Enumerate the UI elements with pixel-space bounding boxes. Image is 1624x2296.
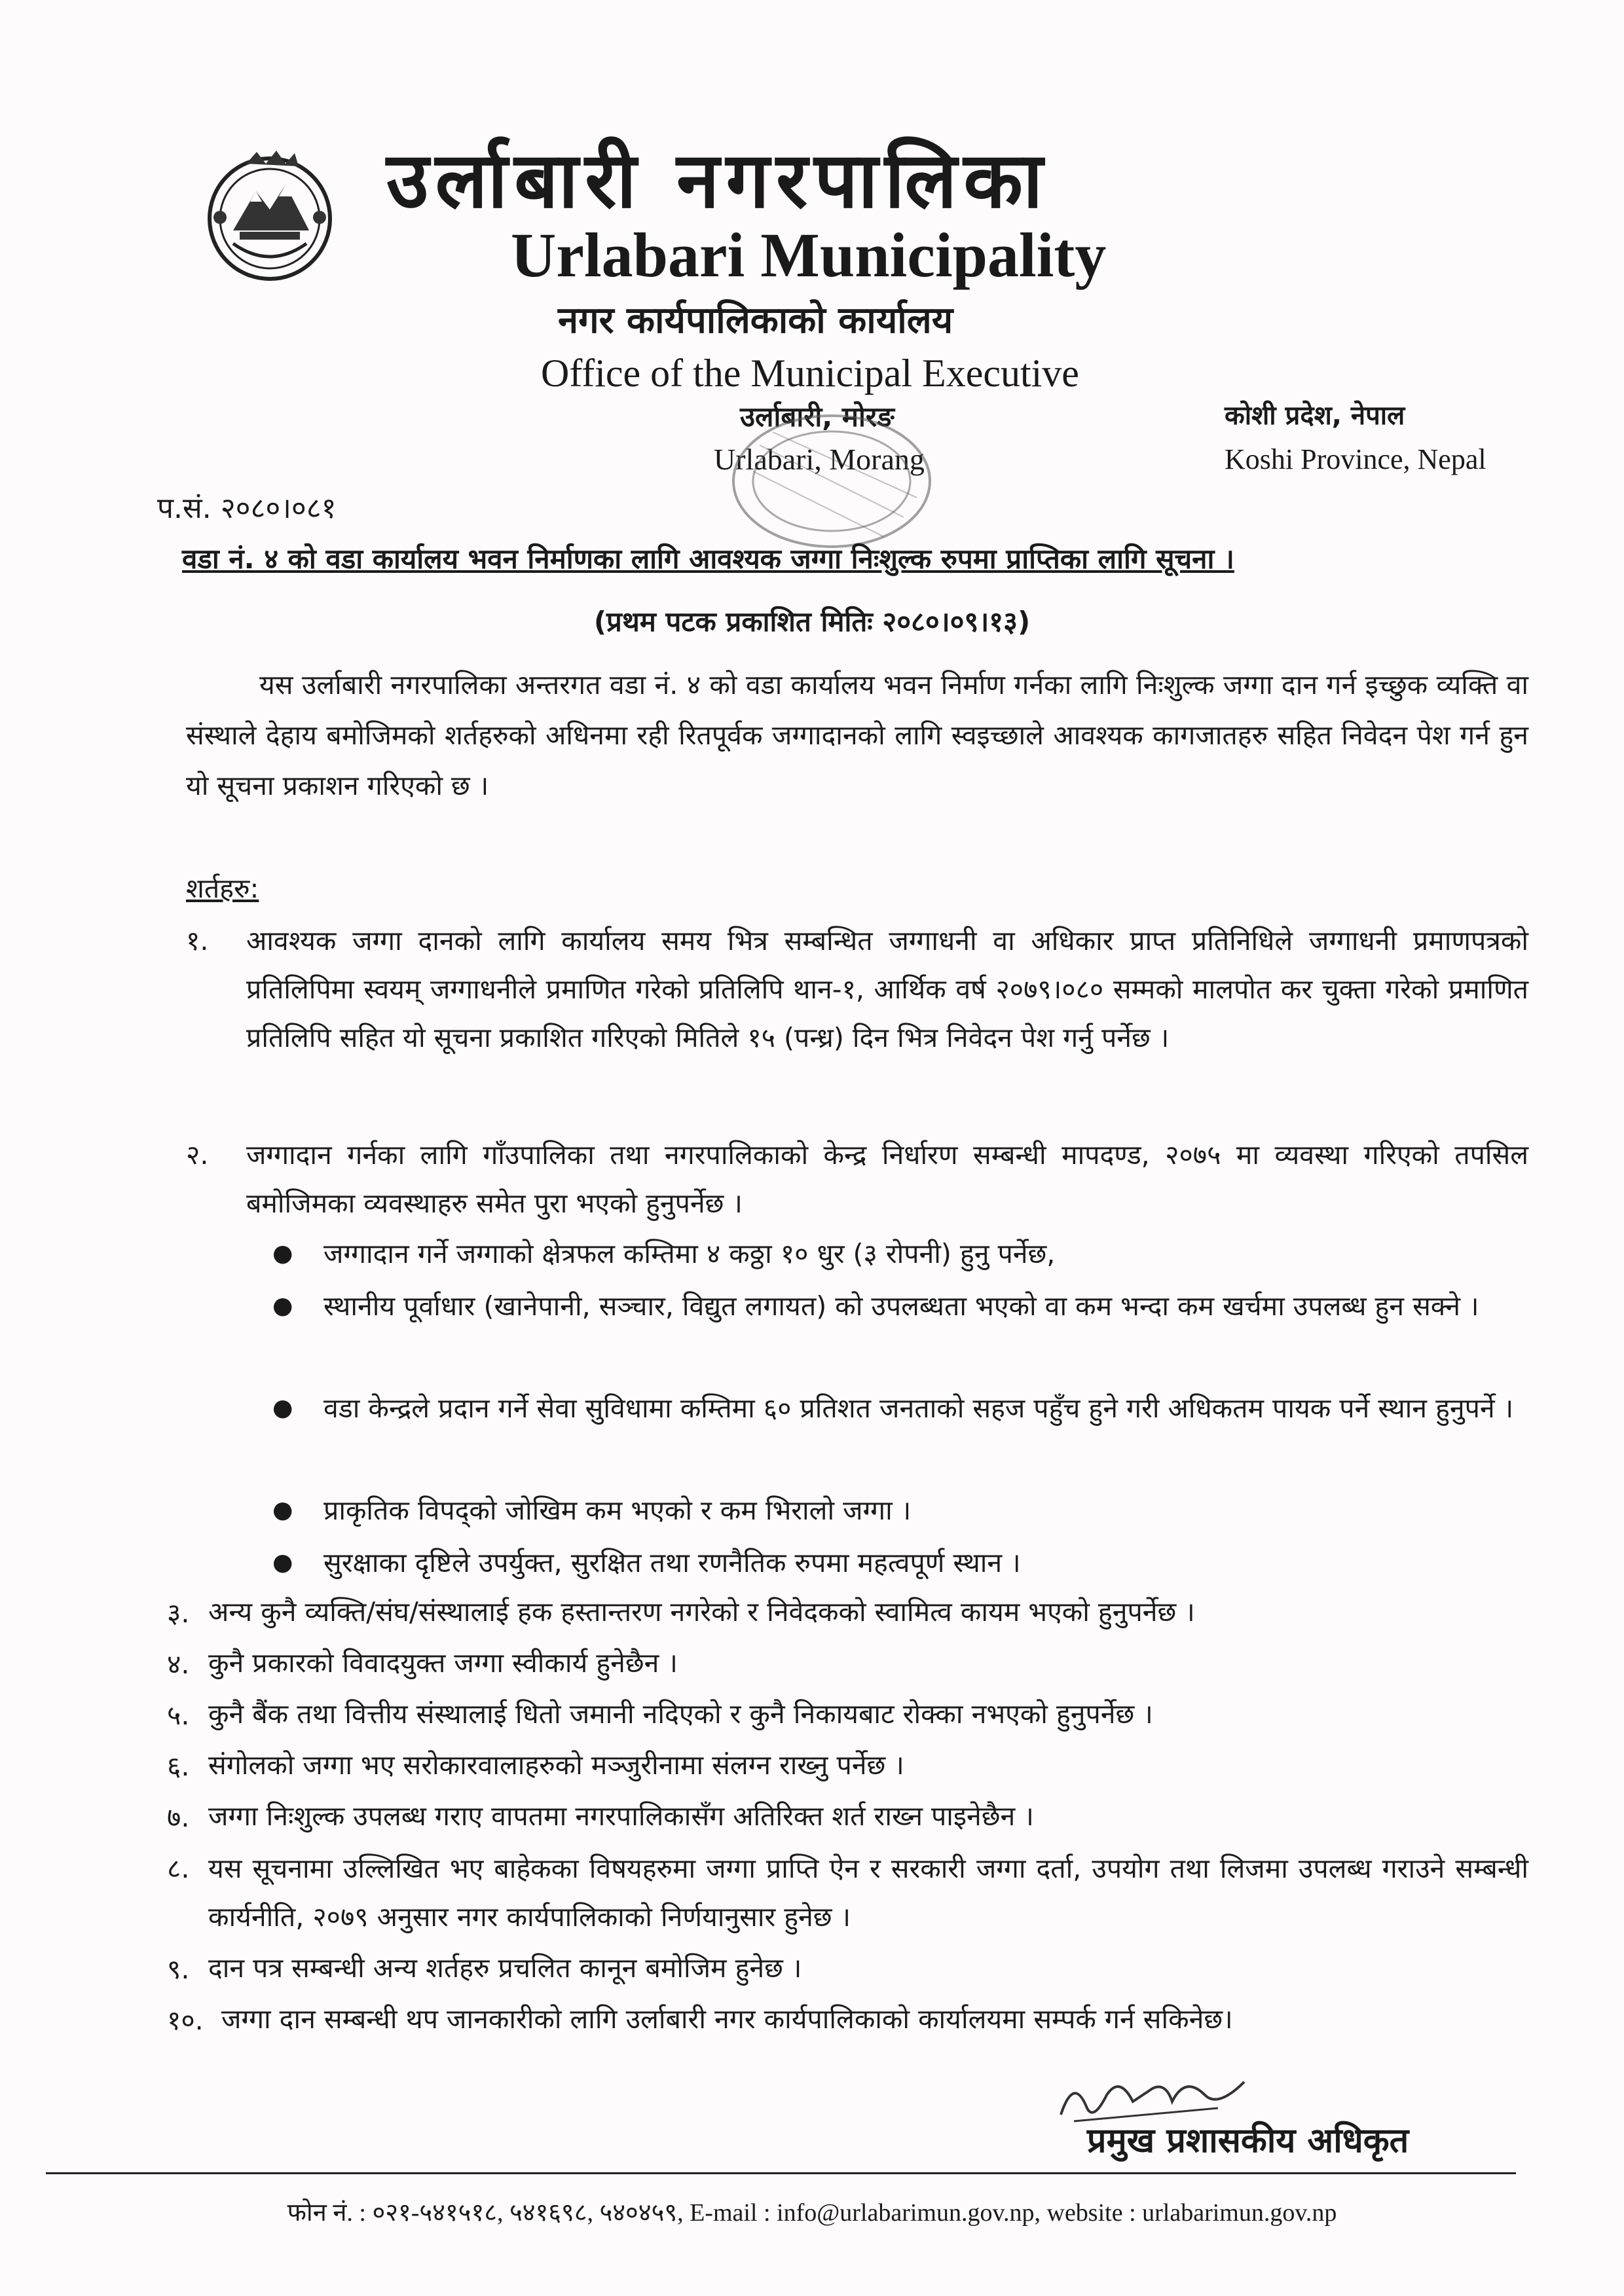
province-nepali: कोशी प्रदेश, नेपाल (1225, 401, 1405, 431)
condition-item: दान पत्र सम्बन्धी अन्य शर्तहरु प्रचलित कानून बमोजिम हुनेछ । (208, 1952, 802, 1984)
bullet-marker: ● (272, 1394, 293, 1421)
condition-number: ९. (167, 1954, 190, 1985)
condition-number: ४. (167, 1649, 190, 1680)
bullet-marker: ● (272, 1497, 293, 1523)
condition-number: ८. (167, 1853, 190, 1884)
reference-number: प.सं. २०८०।०८१ (157, 492, 337, 525)
address-english: Urlabari, Morang (714, 443, 925, 476)
notice-subject: वडा नं. ४ को वडा कार्यालय भवन निर्माणका लागि आवश्यक जग्गा निःशुल्क रुपमा प्राप्तिका लागि सूचना । (182, 543, 1234, 575)
condition-item: अन्य कुनै व्यक्ति/संघ/संस्थालाई हक हस्तान्तरण नगरेको र निवेदकको स्वामित्व कायम भएको हुनुपर्नेछ । (208, 1596, 1195, 1628)
municipality-emblem-icon (194, 145, 346, 283)
condition-number: १. (186, 925, 209, 957)
condition-item: जग्गादान गर्नका लागि गाँउपालिका तथा नगरपालिकाको केन्द्र निर्धारण सम्बन्धी मापदण्ड, २०७५ मा व्यवस्था गरिएको तपसिल बमोजिमका व्यवस्थाहरु समेत पुरा भएको हुनुपर्नेछ । (246, 1139, 1528, 1219)
office-name-nepali: नगर कार्यपालिकाको कार्यालय (558, 299, 953, 342)
bullet-item: सुरक्षाका दृष्टिले उपर्युक्त, सुरक्षित तथा रणनैतिक रुपमा महत्वपूर्ण स्थान । (323, 1547, 1021, 1578)
bullet-item: प्राकृतिक विपद्को जोखिम कम भएको र कम भिरालो जग्गा । (323, 1495, 912, 1526)
bullet-marker: ● (272, 1292, 293, 1319)
bullet-marker: ● (272, 1240, 293, 1267)
condition-item: कुनै प्रकारको विवादयुक्त जग्गा स्वीकार्य हुनेछैन । (208, 1647, 678, 1679)
conditions-heading: शर्तहरु: (186, 873, 259, 904)
condition-number: ६. (167, 1751, 190, 1782)
condition-number: ३. (167, 1597, 190, 1629)
condition-number: २. (186, 1139, 209, 1171)
condition-item: संगोलको जग्गा भए सरोकारवालाहरुको मञ्जुरीनामा संलग्न राख्नु पर्नेछ । (208, 1749, 904, 1781)
condition-item: कुनै बैंक तथा वित्तीय संस्थालाई धितो जमानी नदिएको र कुनै निकायबाट रोक्का नभएको हुनुपर्नेछ । (208, 1698, 1153, 1730)
condition-item: जग्गा दान सम्बन्धी थप जानकारीको लागि उर्लाबारी नगर कार्यपालिकाको कार्यालयमा सम्पर्क गर्न सकिनेछ। (221, 2003, 1233, 2035)
notice-intro-paragraph: यस उर्लाबारी नगरपालिका अन्तरगत वडा नं. ४ को वडा कार्यालय भवन निर्माण गर्नका लागि निःशुल्क जग्गा दान गर्न इच्छुक व्यक्ति वा संस्थाले देहाय बमोजिमको शर्तहरुको अधिनमा रही रितपूर्वक जग्गादानको लागि स्वइच्छाले आवश्यक कागजातहरु सहित निवेदन पेश गर्न हुन यो सूचना प्रकाशन गरिएको छ । (186, 669, 1528, 801)
condition-item: जग्गा निःशुल्क उपलब्ध गराए वापतमा नगरपालिकासँग अतिरिक्त शर्त राख्न पाइनेछैन । (208, 1800, 1034, 1832)
condition-number: १०. (167, 2005, 204, 2036)
office-seal-stamp-icon (707, 406, 956, 556)
address-nepali: उर्लाबारी, मोरङ (740, 401, 895, 433)
footer-divider (46, 2172, 1516, 2174)
condition-number: ७. (167, 1802, 190, 1833)
bullet-marker: ● (272, 1549, 293, 1576)
bullet-item: जग्गादान गर्ने जग्गाको क्षेत्रफल कम्तिमा ४ कठ्ठा १० धुर (३ रोपनी) हुनु पर्नेछ, (323, 1238, 1056, 1269)
municipality-title-nepali: उर्लाबारी नगरपालिका (386, 135, 1050, 225)
footer-contact: फोन नं. : ०२१-५४१५१८, ५४१६९८, ५४०४५९, E-mail : info@urlabarimun.gov.np, website : urlabarimun.gov.np (287, 2199, 1337, 2227)
province-english: Koshi Province, Nepal (1225, 443, 1486, 475)
published-date: (प्रथम पटक प्रकाशित मितिः २०८०।०९।१३) (593, 606, 1031, 638)
municipality-title-english: Urlabari Municipality (511, 220, 1107, 290)
condition-item: यस सूचनामा उल्लिखित भए बाहेकका विषयहरुमा जग्गा प्राप्ति ऐन र सरकारी जग्गा दर्ता, उपयोग तथा लिजमा उपलब्ध गराउने सम्बन्धी कार्यनीति, २०७९ अनुसार नगर कार्यपालिकाको निर्णयानुसार हुनेछ । (208, 1853, 1528, 1933)
bullet-item: वडा केन्द्रले प्रदान गर्ने सेवा सुविधामा कम्तिमा ६० प्रतिशत जनताको सहज पहुँच हुने गरी अधिकतम पायक पर्ने स्थान हुनुपर्ने । (323, 1393, 1514, 1424)
condition-number: ५. (167, 1700, 190, 1731)
signatory-designation: प्रमुख प्रशासकीय अधिकृत (1087, 2121, 1409, 2160)
bullet-item: स्थानीय पूर्वाधार (खानेपानी, सञ्चार, विद्युत लगायत) को उपलब्धता भएको वा कम भन्दा कम खर्चमा उपलब्ध हुन सक्ने । (323, 1290, 1479, 1322)
office-name-english: Office of the Municipal Executive (541, 352, 1079, 395)
condition-item: आवश्यक जग्गा दानको लागि कार्यालय समय भित्र सम्बन्धित जग्गाधनी वा अधिकार प्राप्त प्रतिनिधिले जग्गाधनी प्रमाणपत्रको प्रतिलिपिमा स्वयम् जग्गाधनीले प्रमाणित गरेको प्रतिलिपि थान-१, आर्थिक वर्ष २०७९।०८० सम्मको मालपोत कर चुक्ता गरेको प्रमाणित प्रतिलिपि सहित यो सूचना प्रकाशित गरिएको मितिले १५ (पन्ध्र) दिन भित्र निवेदन पेश गर्नु पर्नेछ । (246, 925, 1528, 1053)
